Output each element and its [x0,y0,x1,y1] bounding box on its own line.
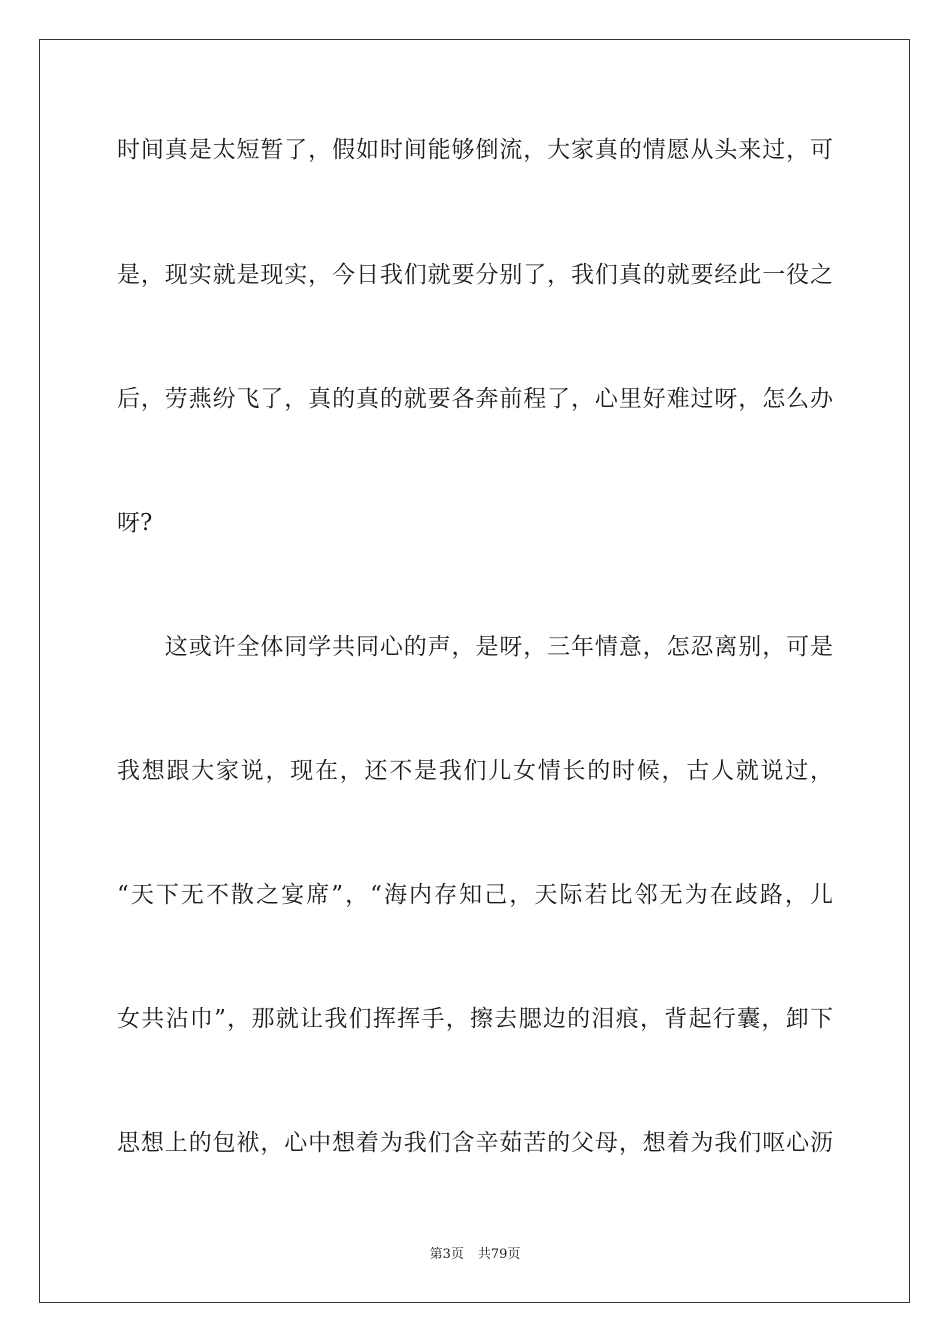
page-frame [39,39,910,1303]
page-total: 共79页 [477,1247,521,1262]
text-line-8: 女共沾巾”，那就让我们挥挥手，擦去腮边的泪痕，背起行囊，卸下 [117,1006,833,1032]
text-line-2: 是，现实就是现实，今日我们就要分别了，我们真的就要经此一役之 [117,262,833,288]
text-line-6: 我想跟大家说，现在，还不是我们儿女情长的时候，古人就说过， [117,758,833,784]
text-line-5: 这或许全体同学共同心的声，是呀，三年情意，怎忍离别，可是 [117,634,833,660]
text-line-1: 时间真是太短暂了，假如时间能够倒流，大家真的情愿从头来过，可 [117,137,833,163]
page-number: 第3页 [429,1247,464,1262]
text-line-9: 思想上的包袱，心中想着为我们含辛茹苦的父母，想着为我们呕心沥 [117,1130,833,1156]
text-line-7: “天下无不散之宴席”，“海内存知己，天际若比邻无为在歧路，儿 [117,882,833,908]
text-line-3: 后，劳燕纷飞了，真的真的就要各奔前程了，心里好难过呀，怎么办 [117,386,833,412]
page-footer [0,1247,950,1263]
text-line-4: 呀? [117,510,153,536]
